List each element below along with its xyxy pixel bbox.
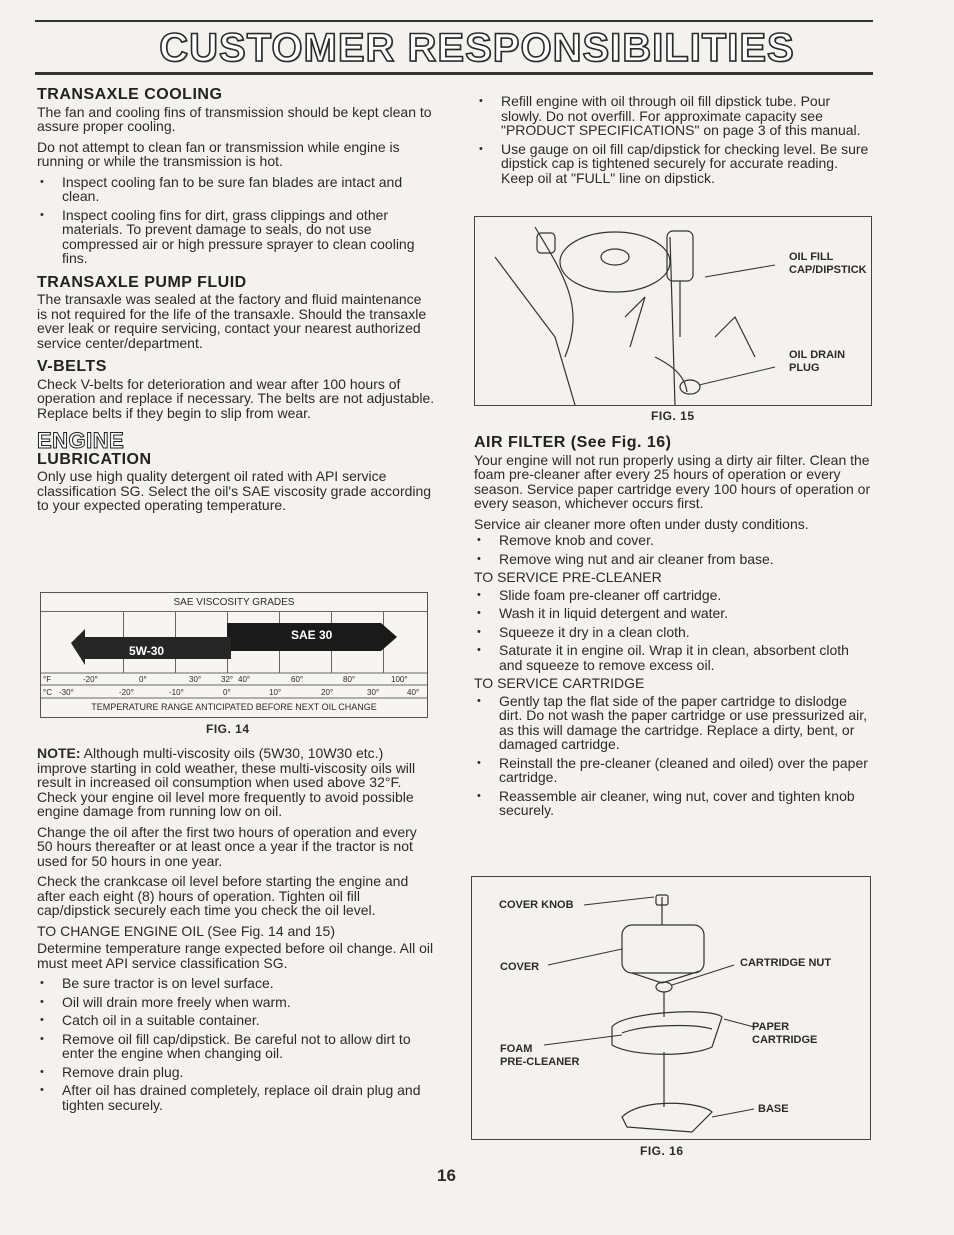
tick-label: -30° — [59, 688, 74, 697]
fahrenheit-label: °F — [43, 675, 52, 684]
viscosity-grades-figure — [40, 592, 428, 718]
list-item: • Squeeze it dry in a clean cloth. — [474, 625, 872, 640]
tick-label: 0° — [223, 688, 231, 697]
list-item: • Gently tap the flat side of the paper cartridge to dislodge dirt. Do not wash the paper cartridge or use pressurized air, as this will damage the cartridge. Replace a dirty, bent, or damaged cartridge. — [474, 694, 872, 752]
paragraph: Do not attempt to clean fan or transmission while engine is running or while the transmission is hot. — [37, 138, 400, 169]
right-top-column — [476, 94, 872, 189]
right-lower-column — [474, 432, 872, 822]
callout-text: PRE-CLEANER — [500, 1056, 580, 1068]
cover-knob-callout: COVER KNOB — [499, 899, 574, 911]
note-label: NOTE: — [37, 745, 81, 761]
callout-text: OIL FILL — [789, 251, 834, 263]
bullet-list — [37, 976, 435, 1112]
callout-text: FOAM — [500, 1043, 533, 1055]
subheading-cartridge: TO SERVICE CARTRIDGE — [474, 675, 645, 691]
tick-label: 40° — [407, 688, 420, 697]
paragraph: Service air cleaner more often under dusty conditions. — [474, 515, 809, 532]
list-item: • Refill engine with oil through oil fill dipstick tube. Pour slowly. Do not overfill. For approximate capacity see "PRODUCT SPECIFICATIONS" on page 3 of this manual. — [476, 94, 872, 138]
heading-vbelts: V-BELTS — [37, 358, 107, 375]
page-number: 16 — [437, 1166, 456, 1185]
left-lower-column — [37, 746, 435, 1116]
tick-label: 10° — [269, 688, 282, 697]
left-column — [37, 84, 435, 519]
viscosity-arrows — [41, 593, 427, 717]
list-item: • Inspect cooling fan to be sure fan blades are intact and clean. — [37, 175, 435, 204]
tick-label: 40° — [238, 675, 251, 684]
paragraph: Change the oil after the first two hours of operation and every 50 hours thereafter or at least once a year if the tractor is not used for 50 hours in one year. — [37, 823, 417, 869]
callout-text: CAP/DIPSTICK — [789, 264, 867, 276]
callout-text: CARTRIDGE — [752, 1034, 818, 1046]
heading-lubrication: LUBRICATION — [37, 450, 152, 468]
engine-illustration — [475, 217, 871, 405]
tick-label: 20° — [321, 688, 334, 697]
tick-label: 32° — [221, 675, 234, 684]
list-item: • Wash it in liquid detergent and water. — [474, 606, 872, 621]
bullet-list — [37, 175, 435, 266]
subheading-pre-cleaner: TO SERVICE PRE-CLEANER — [474, 569, 662, 585]
paragraph: Check the crankcase oil level before starting the engine and after each eight (8) hours of operation. Tighten oil fill cap/dipstick securely each time you check the oil level. — [37, 873, 409, 918]
viscosity-footer: TEMPERATURE RANGE ANTICIPATED BEFORE NEXT OIL CHANGE — [91, 702, 377, 712]
callout-text: PAPER — [752, 1021, 790, 1033]
tick-label: 0° — [139, 675, 147, 684]
foam-pre-cleaner-callout — [500, 1043, 579, 1069]
page-title: CUSTOMER RESPONSIBILITIES — [159, 26, 795, 70]
tick-label: -10° — [169, 688, 184, 697]
oil-drain-callout — [789, 349, 845, 375]
title-rule — [35, 72, 873, 75]
sae30-label: SAE 30 — [291, 628, 333, 642]
heading-transaxle-cooling: TRANSAXLE COOLING — [37, 86, 223, 103]
list-item: • Reassemble air cleaner, wing nut, cover and tighten knob securely. — [474, 789, 872, 818]
paragraph: The transaxle was sealed at the factory and fluid maintenance is not required for the life of the transaxle. Should the transaxle ever leak or require servicing, contact your nearest authorized service center/department. — [37, 291, 427, 351]
tick-label: 30° — [367, 688, 380, 697]
list-item: • Remove oil fill cap/dipstick. Be careful not to allow dirt to enter the engine when changing oil. — [37, 1032, 435, 1061]
callout-text: OIL DRAIN — [789, 349, 846, 361]
paragraph: The fan and cooling fins of transmission should be kept clean to assure proper cooling. — [37, 103, 432, 134]
list-item: • Catch oil in a suitable container. — [37, 1013, 435, 1028]
tick-label: -20° — [83, 675, 98, 684]
paragraph: Your engine will not run properly using a dirty air filter. Clean the foam pre-cleaner after every 25 hours of operation or every season. Service paper cartridge every 100 hours of operation or every season, whichever occurs first. — [474, 451, 871, 511]
paragraph: Check V-belts for deterioration and wear after 100 hours of operation and replace if necessary. The belts are not adjustable. Replace belts if they begin to slip from wear. — [37, 375, 435, 421]
list-item: • Remove drain plug. — [37, 1065, 435, 1080]
air-filter-illustration — [472, 877, 870, 1139]
top-rule — [35, 20, 873, 22]
fig15-caption: FIG. 15 — [651, 409, 695, 423]
fig16-caption: FIG. 16 — [640, 1144, 684, 1158]
celsius-label: °C — [43, 688, 52, 697]
list-item: • Reinstall the pre-cleaner (cleaned and oiled) over the paper cartridge. — [474, 756, 872, 785]
heading-engine: ENGINE — [37, 428, 125, 453]
heading-air-filter: AIR FILTER (See Fig. 16) — [474, 434, 672, 451]
base-callout: BASE — [758, 1103, 789, 1115]
tick-label: 100° — [391, 675, 408, 684]
bullet-list — [474, 694, 872, 818]
oil-fill-callout — [789, 251, 867, 277]
note-text: Although multi-viscosity oils (5W30, 10W30 etc.) improve starting in cold weather, these multi-viscosity oils will result in increased oil consumption when used above 32°F. Check your engine oil level more frequently to avoid possible engine damage from running low on oil. — [37, 745, 416, 819]
air-filter-figure — [471, 876, 871, 1140]
list-item: • Oil will drain more freely when warm. — [37, 995, 435, 1010]
tick-label: -20° — [119, 688, 134, 697]
list-item: • Saturate it in engine oil. Wrap it in clean, absorbent cloth and squeeze to remove excess oil. — [474, 643, 872, 672]
cover-callout: COVER — [500, 961, 540, 973]
paper-cartridge-callout — [752, 1021, 817, 1047]
bullet-list — [474, 588, 872, 673]
subheading-change-oil: TO CHANGE ENGINE OIL (See Fig. 14 and 15) — [37, 922, 335, 939]
viscosity-header: SAE VISCOSITY GRADES — [173, 597, 295, 608]
paragraph: Determine temperature range expected before oil change. All oil must meet API service classification SG. — [37, 940, 434, 971]
list-item: • Remove wing nut and air cleaner from base. — [474, 552, 872, 567]
paragraph: Only use high quality detergent oil rated with API service classification SG. Select the oil's SAE viscosity grade according to your expected operating temperature. — [37, 468, 432, 513]
engine-oil-figure — [474, 216, 872, 406]
tick-label: 60° — [291, 675, 304, 684]
5w30-label: 5W-30 — [129, 644, 165, 658]
bullet-list — [476, 94, 872, 185]
callout-text: PLUG — [789, 362, 820, 374]
bullet-list — [474, 533, 872, 566]
fig14-caption: FIG. 14 — [206, 722, 250, 736]
heading-pump-fluid: TRANSAXLE PUMP FLUID — [37, 273, 247, 291]
cartridge-nut-callout: CARTRIDGE NUT — [740, 957, 832, 969]
tick-label: 30° — [189, 675, 202, 684]
list-item: • Slide foam pre-cleaner off cartridge. — [474, 588, 872, 603]
tick-label: 80° — [343, 675, 356, 684]
list-item: • Be sure tractor is on level surface. — [37, 976, 435, 991]
list-item: • Remove knob and cover. — [474, 533, 872, 548]
list-item: • After oil has drained completely, replace oil drain plug and tighten securely. — [37, 1083, 435, 1112]
list-item: • Inspect cooling fins for dirt, grass clippings and other materials. To prevent damage to seals, do not use compressed air or high pressure sprayer to clean cooling fins. — [37, 208, 435, 266]
list-item: • Use gauge on oil fill cap/dipstick for checking level. Be sure dipstick cap is tightened securely for accurate reading. Keep oil at "FULL" line on dipstick. — [476, 142, 872, 186]
